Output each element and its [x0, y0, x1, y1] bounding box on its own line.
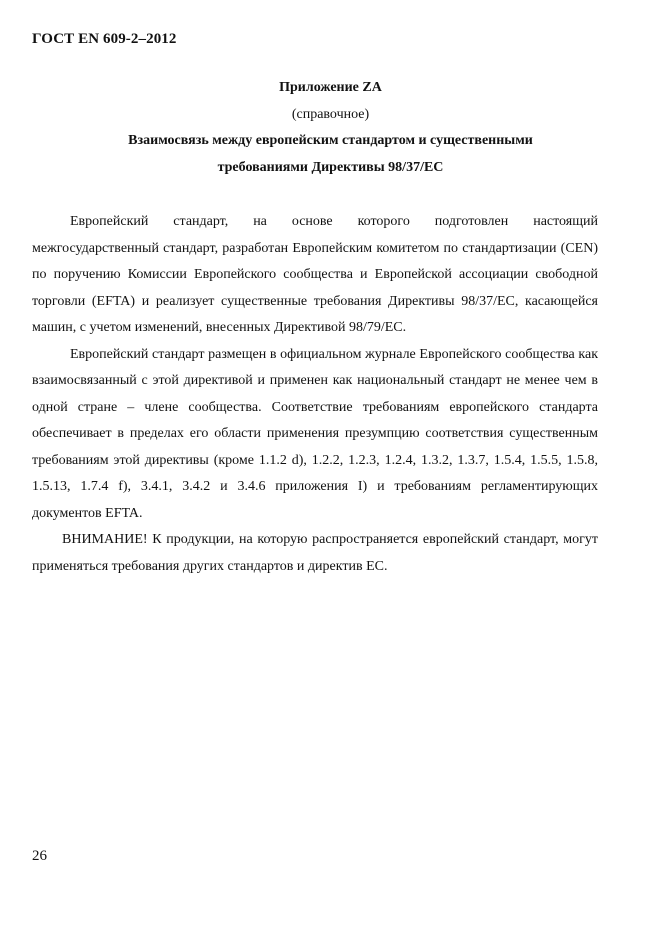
paragraph-presumption-of-conformity: Европейский стандарт размещен в официальном журнале Европейского сообщества как взаимосвязанный с этой директивой и применен как национальный стандарт не менее чем в одной стране – члене сообщества. Соответствие требованиям европейского стандарта обеспечивает в пределах его области применения презумпцию соответствия существенным требованиям этой директивы (кроме 1.1.2 d), 1.2.2, 1.2.3, 1.2.4, 1.3.2, 1.3.7, 1.5.4, 1.5.5, 1.5.8, 1.5.13, 1.7.4 f), 3.4.1, 3.4.2 и 3.4.6 приложения I) и требованиям регламентирующих документов EFTA.: [32, 346, 598, 521]
annex-title: Приложение ZA: [279, 80, 382, 95]
document-code: ГОСТ EN 609-2–2012: [32, 31, 177, 47]
annex-subtitle-line-1: Взаимосвязь между европейским стандартом и существенными: [128, 133, 533, 148]
paragraph-warning: ВНИМАНИЕ! К продукции, на которую распространяется европейский стандарт, могут применяться требования других стандартов и директив ЕС.: [32, 532, 598, 574]
paragraph-standard-origin: Европейский стандарт, на основе которого подготовлен настоящий межгосударственный стандарт, разработан Европейским комитетом по стандартизации (CEN) по поручению Комиссии Европейского сообщества и Европейской ассоциации свободной торговли (EFTA) и реализует существенные требования Директивы 98/37/ЕС, касающейся машин, с учетом изменений, внесенных Директивой 98/79/ЕС.: [32, 214, 598, 335]
page-number: 26: [32, 848, 47, 864]
annex-subtitle-line-2: требованиями Директивы 98/37/ЕС: [217, 160, 444, 175]
annex-body: [32, 209, 598, 580]
annex-status-note: (справочное): [291, 107, 370, 122]
